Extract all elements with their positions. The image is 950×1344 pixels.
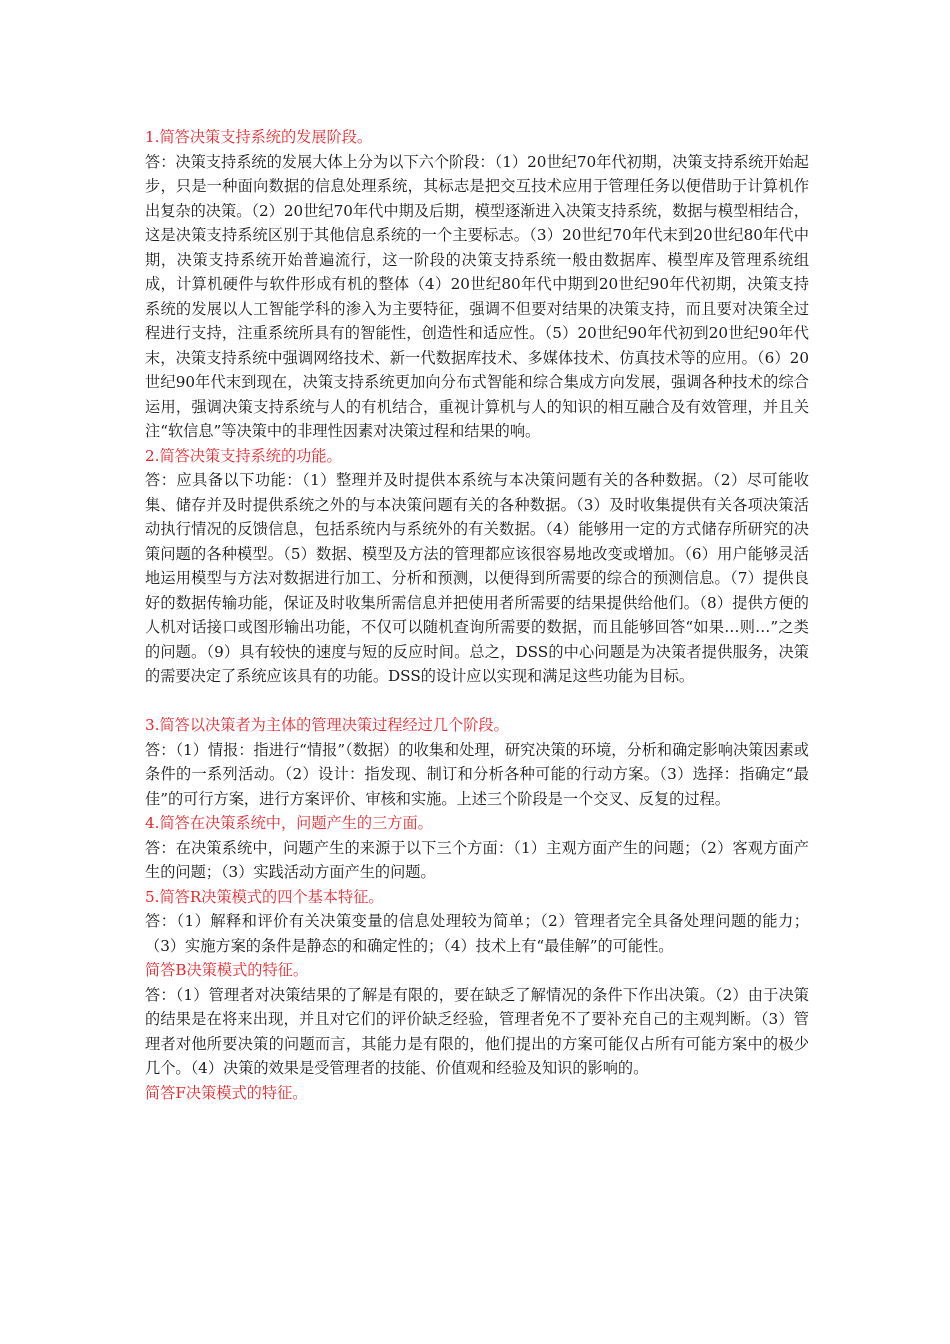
answer-paragraph-6: 答：（1）管理者对决策结果的了解是有限的，要在缺乏了解情况的条件下作出决策。（2）由于决策的结果是在将来出现，并且对它们的评价缺乏经验，管理者免不了要补充自己的主观判断。（3）管理者对他所要决策的问题而言，其能力是有限的，他们提出的方案可能仅占所有可能方案中的极少几个。（4）决策的效果是受管理者的技能、价值观和经验及知识的影响的。: [145, 985, 809, 1077]
answer-paragraph-4: 答：在决策系统中，问题产生的来源于以下三个方面：（1）主观方面产生的问题；（2）客观方面产生的问题；（3）实践活动方面产生的问题。: [145, 838, 809, 881]
question-heading-3: 3.简答以决策者为主体的管理决策过程经过几个阶段。: [145, 716, 509, 734]
question-heading-5: 5.简答R决策模式的四个基本特征。: [145, 887, 384, 906]
answer-paragraph-2: 答：应具备以下功能：（1）整理并及时提供本系统与本决策问题有关的各种数据。（2）尽可能收集、储存并及时提供系统之外的与本决策问题有关的各种数据。（3）及时收集提供有关各项决策活动执行情况的反馈信息，包括系统内与系统外的有关数据。（4）能够用一定的方式储存所研究的决策问题的各种模型。（5）数据、模型及方法的管理都应该很容易地改变或增加。（6）用户能够灵活地运用模型与方法对数据进行加工、分析和预测，以便得到所需要的综合的预测信息。（7）提供良好的数据传输功能，保证及时收集所需信息并把使用者所需要的结果提供给他们。（8）提供方便的人机对话接口或图形输出功能，不仅可以随机查询所需要的数据，而且能够回答“如果…则…”之类的问题。（9）具有较快的速度与短的反应时间。总之，DSS的中心问题是为决策者提供服务，决策的需要决定了系统应该具有的功能。DSS的设计应以实现和满足这些功能为目标。: [145, 471, 809, 685]
answer-paragraph-3: 答：（1）情报：指进行“情报”（数据）的收集和处理，研究决策的环境，分析和确定影响决策因素或条件的一系列活动。（2）设计：指发现、制订和分析各种可能的行动方案。（3）选择：指确定“最佳”的可行方案，进行方案评价、审核和实施。上述三个阶段是一个交叉、反复的过程。: [145, 740, 809, 808]
question-heading-1: 1.简答决策支持系统的发展阶段。: [145, 128, 373, 146]
blank-line: [145, 689, 809, 714]
answer-paragraph-1: 答：决策支持系统的发展大体上分为以下六个阶段：（1）20世纪70年代初期，决策支持系统开始起步，只是一种面向数据的信息处理系统，其标志是把交互技术应用于管理任务以便借助于计算机作出复杂的决策。（2）20世纪70年代中期及后期，模型逐渐进入决策支持系统，数据与模型相结合，这是决策支持系统区别于其他信息系统的一个主要标志。（3）20世纪70年代末到20世纪80年代中期，决策支持系统开始普遍流行，这一阶段的决策支持系统一般由数据库、模型库及管理系统组成，计算机硬件与软件形成有机的整体（4）20世纪80年代中期到20世纪90年代初期，决策支持系统的发展以人工智能学科的渗入为主要特征，强调不但要对结果的决策支持，而且要对决策全过程进行支持，注重系统所具有的智能性，创造性和适应性。（5）20世纪90年代初到20世纪90年代末，决策支持系统中强调网络技术、新一代数据库技术、多媒体技术、仿真技术等的应用。（6）20世纪90年代末到现在，决策支持系统更加向分布式智能和综合集成方向发展，强调各种技术的综合运用，强调决策支持系统与人的有机结合，重视计算机与人的知识的相互融合及有效管理，并且关注“软信息”等决策中的非理性因素对决策过程和结果的响。: [145, 152, 809, 440]
question-heading-6: 简答B决策模式的特征。: [145, 961, 309, 979]
question-heading-7: 简答F决策模式的特征。: [145, 1083, 308, 1102]
document-body: [145, 125, 809, 1105]
question-heading-2: 2.简答决策支持系统的功能。: [145, 446, 342, 465]
answer-paragraph-5: 答：（1）解释和评价有关决策变量的信息处理较为简单；（2）管理者完全具备处理问题的能力；（3）实施方案的条件是静态的和确定性的；（4）技术上有“最佳解”的可能性。: [145, 912, 809, 955]
question-heading-4: 4.简答在决策系统中，问题产生的三方面。: [145, 814, 433, 832]
